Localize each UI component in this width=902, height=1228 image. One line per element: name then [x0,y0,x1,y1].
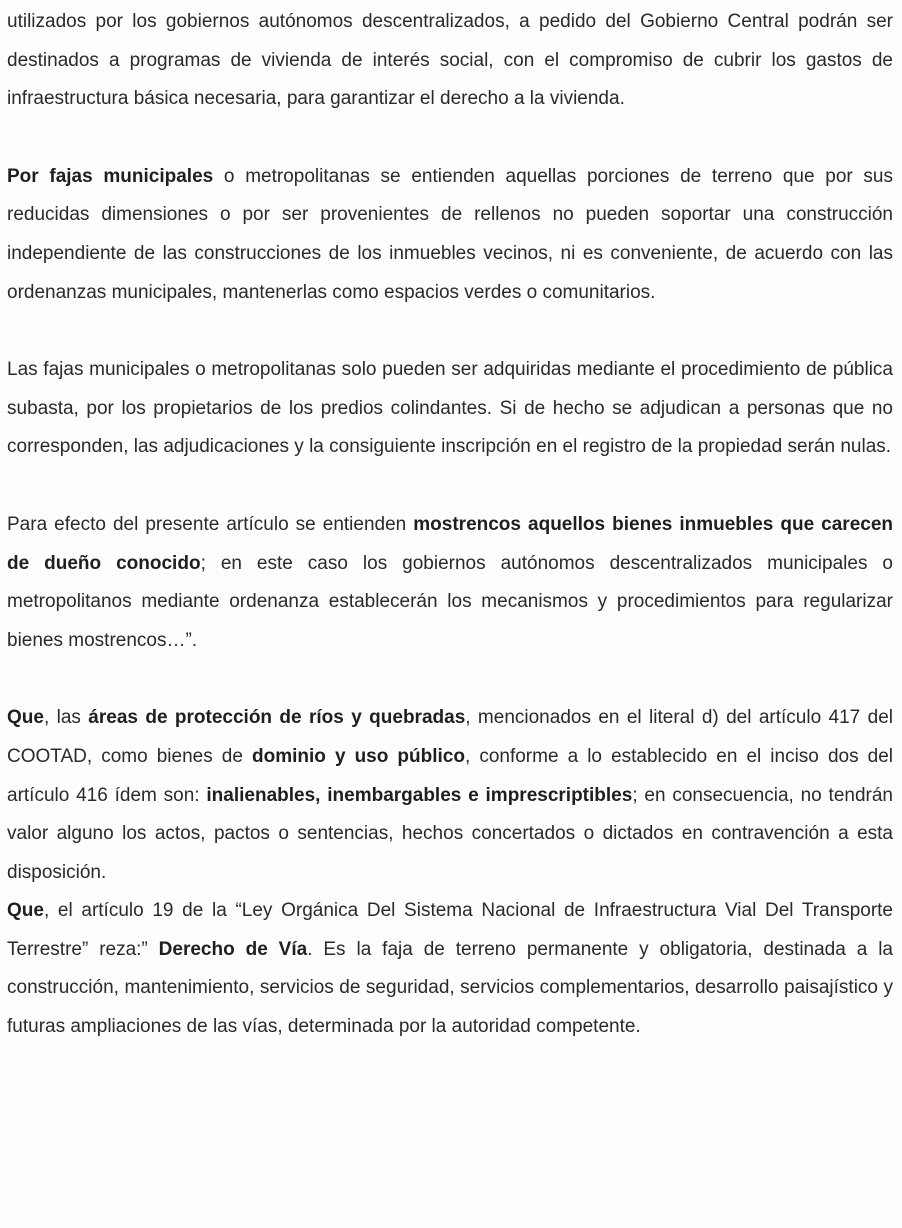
paragraph-derecho-de-via [7,892,893,1046]
bold-term: dominio y uso público [252,745,465,767]
bold-term: Por fajas municipales [7,165,214,187]
text-segment: utilizados por los gobiernos autónomos descentralizados, a pedido del Gobierno Central podrán ser destinados a programas de vivienda de interés social, con el compromiso de cubrir los gastos de infraestructura básica necesaria, para garantizar el derecho a la vivienda. [7,11,893,110]
text-segment: ; en este caso los gobiernos autónomos descentralizados municipales o metropolitanos mediante ordenanza establecerán los mecanismos y procedimientos para regularizar bienes mostrencos…”. [7,552,893,651]
paragraph-vivienda-social [7,3,893,119]
bold-term: Derecho de Vía [158,938,308,960]
bold-term: inalienables, inembargables e imprescriptibles [206,784,633,806]
text-segment: ; en consecuencia, no tendrán valor alguno los actos, pactos o sentencias, hechos concertados o dictados en contravención a esta disposición. [7,784,893,883]
paragraph-areas-proteccion [7,699,893,892]
bold-term: Que [7,900,44,922]
text-segment: , el artículo 19 de la “Ley Orgánica Del Sistema Nacional de Infraestructura Vial Del Transporte Terrestre” reza:” [7,900,893,960]
document-body [7,3,893,1047]
bold-term: mostrencos aquellos bienes inmuebles que carecen de dueño conocido [7,513,894,574]
bold-term: áreas de protección de ríos y quebradas [88,707,466,729]
text-segment: , mencionados en el literal d) del artículo 417 del COOTAD, como bienes de [7,707,893,767]
paragraph-subasta [7,351,893,467]
text-segment: , conforme a lo establecido en el inciso dos del artículo 416 ídem son: [7,745,893,806]
text-segment: , las [43,707,89,729]
text-segment: Las fajas municipales o metropolitanas solo pueden ser adquiridas mediante el procedimiento de pública subasta, por los propietarios de los predios colindantes. Si de hecho se adjudican a personas que no corresponden, las adjudicaciones y la consiguiente inscripción en el registro de la propiedad serán nulas. [7,359,893,458]
paragraph-mostrencos [7,506,893,660]
text-segment: Para efecto del presente artículo se entienden [7,513,414,535]
bold-term: Que [7,707,44,729]
text-segment: o metropolitanas se entienden aquellas porciones de terreno que por sus reducidas dimensiones o por ser provenientes de rellenos no pueden soportar una construcción independiente de las construcciones de los inmuebles vecinos, ni es conveniente, de acuerdo con las ordenanzas municipales, mantenerlas como espacios verdes o comunitarios. [7,165,893,303]
text-segment: . Es la faja de terreno permanente y obligatoria, destinada a la construcción, mantenimiento, servicios de seguridad, servicios complementarios, desarrollo paisajístico y futuras ampliaciones de las vías, determinada por la autoridad competente. [7,938,893,1038]
paragraph-fajas-municipales [7,158,893,312]
